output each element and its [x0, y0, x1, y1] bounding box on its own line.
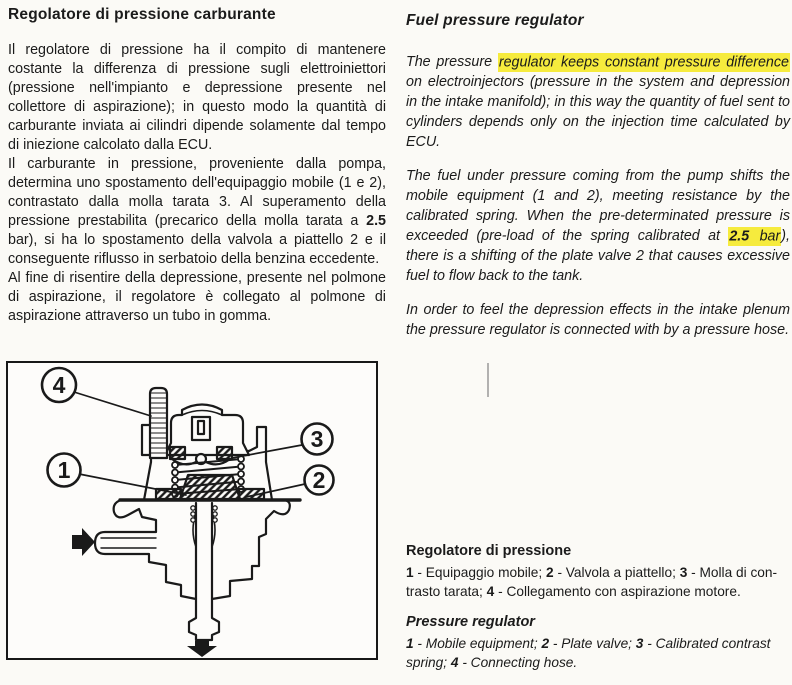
english-title: Fuel pressure regulator: [406, 12, 584, 29]
figure-captions: [406, 543, 790, 685]
english-column: [406, 6, 790, 354]
callout-3-label: 3: [310, 426, 324, 452]
english-paragraph-1: The pressure regulator keeps constant pressure difference on electroinjectors (pressure in the system and depression in the intake manifold); in this way the quantity of fuel sent to cylinders depends only on the injection time calculated by ECU.: [406, 54, 790, 150]
italian-paragraph-1: Il regolatore di pressione ha il compito di mantenere costante la differenza di pressione sugli elettroiniettori (pressione nell'impianto e depressione presente nel collettore di aspirazione); in questo modo la quantità di carburante inviata ai cilindri dipende solamente dal tempo di iniezione calcolato dalla ECU.: [8, 42, 386, 153]
english-paragraph-3: In order to feel the depression effects in the intake plenum the pressure regulator is connected with by a pressure hose.: [406, 302, 790, 338]
caption-title-italian: Regolatore di pressione: [406, 543, 572, 559]
callout-4-label: 4: [52, 372, 66, 398]
caption-title-english: Pressure regulator: [406, 614, 535, 630]
leader-line-4: [74, 392, 151, 416]
scan-artifact-line: [487, 363, 489, 397]
vacuum-hose-connection: [150, 388, 167, 458]
outlet-arrow-icon: [187, 641, 217, 657]
italian-paragraph-2: Il carburante in pressione, proveniente dalla pompa, determina uno spostamento dell'equipaggio mobile (1 e 2), contrastato dalla molla tarata 3. Al superamento della pressione prestabilita (precarico della molla tarata a 2.5 bar), si ha lo spostamento della valvola a piattello 2 e il conseguente riflusso in serbatoio della benzina eccedente.: [8, 156, 386, 267]
italian-title: Regolatore di pressione carburante: [8, 6, 276, 23]
callout-2-label: 2: [312, 467, 326, 493]
caption-body-english: 1 - Mobile equipment; 2 - Plate valve; 3 - Calibrated contrast spring; 4 - Connecting hose.: [406, 636, 771, 670]
callout-1: [48, 454, 81, 487]
italian-column: [8, 6, 386, 326]
english-paragraph-2: The fuel under pressure coming from the pump shifts the mobile equipment (1 and 2), meeting resistance by the calibrated spring. When the pre-determinated pressure is exceeded (pre-load of the spring calibrated at 2.5 bar), there is a shifting of the plate valve 2 that causes excessive fuel to flow back to the tank.: [406, 168, 790, 284]
callout-4: [42, 368, 76, 402]
pressure-regulator-figure: [6, 361, 378, 660]
caption-body-italian: 1 - Equipaggio mobile; 2 - Valvola a piattello; 3 - Molla di contrasto tarata; 4 - Collegamento con aspirazione motore.: [406, 565, 778, 599]
pressure-regulator-diagram: [8, 363, 376, 658]
italian-paragraph-3: Al fine di risentire della depressione, presente nel polmone di aspirazione, il regolatore è collegato al polmone di aspirazione attraverso un tubo in gomma.: [8, 270, 386, 324]
inlet-arrow-icon: [72, 528, 95, 556]
callout-1-label: 1: [57, 457, 71, 483]
callout-3: [302, 424, 333, 455]
callout-2: [305, 466, 334, 495]
